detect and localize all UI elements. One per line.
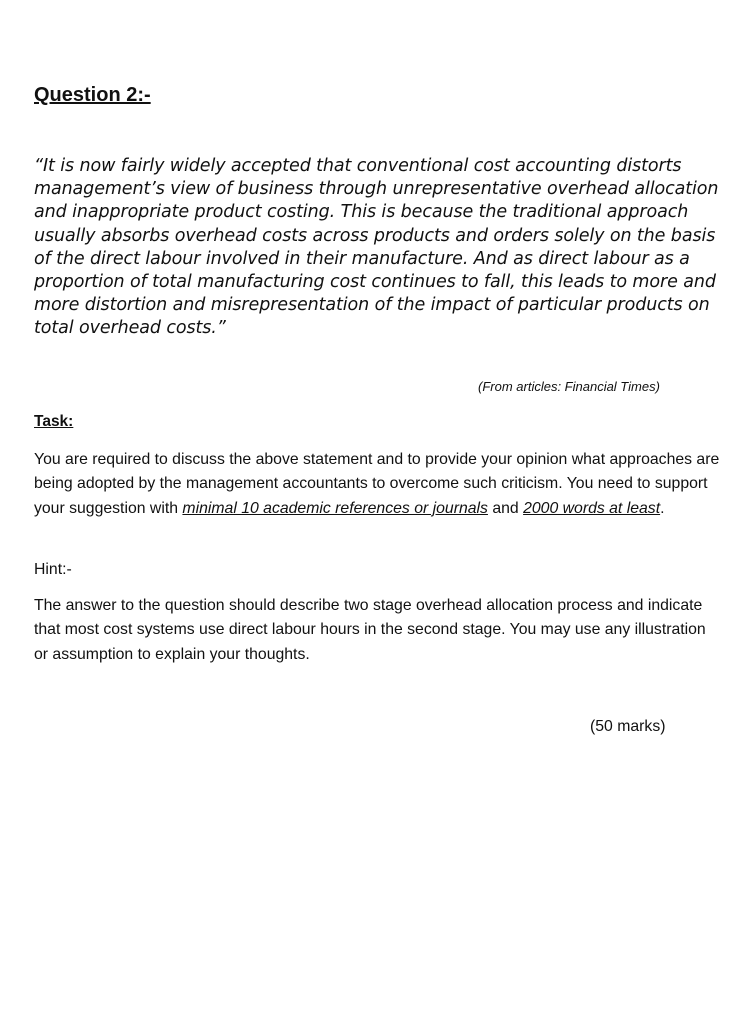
hint-text: The answer to the question should describe two stage overhead allocation process and indicate that most cost systems use direct labour hours in the second stage. You may use any illustration or assumption to explain your thoughts. [34,597,706,663]
task-heading: Task: [34,413,74,430]
task-text-part2: and [487,499,524,517]
task-text-part3: . [660,499,665,517]
quoted-statement: “It is now fairly widely accepted that conventional cost accounting distorts management’s view of business through unrepresentative overhead allocation and inappropriate product costing. This is because the traditional approach usually absorbs overhead costs across products and orders solely on the basis of the direct labour involved in their manufacture. And as direct labour as a proportion of total manufacturing cost continues to fall, this leads to more and more distortion and misrepresentation of the impact of particular products on total overhead costs.” [34,156,719,339]
question-title: Question 2:- [34,84,151,106]
task-text-part1: You are required to discuss the above statement and to provide your opinion what approaches are being adopted by the management accountants to overcome such criticism. You need to support your suggestion with [34,451,720,517]
quote-source: (From articles: Financial Times) [478,379,660,394]
references-requirement: minimal 10 academic references or journals [182,499,488,517]
word-count-requirement: 2000 words at least [523,499,661,517]
marks-allocation: (50 marks) [590,718,666,735]
hint-label: Hint:- [34,561,72,578]
task-description [34,448,730,521]
